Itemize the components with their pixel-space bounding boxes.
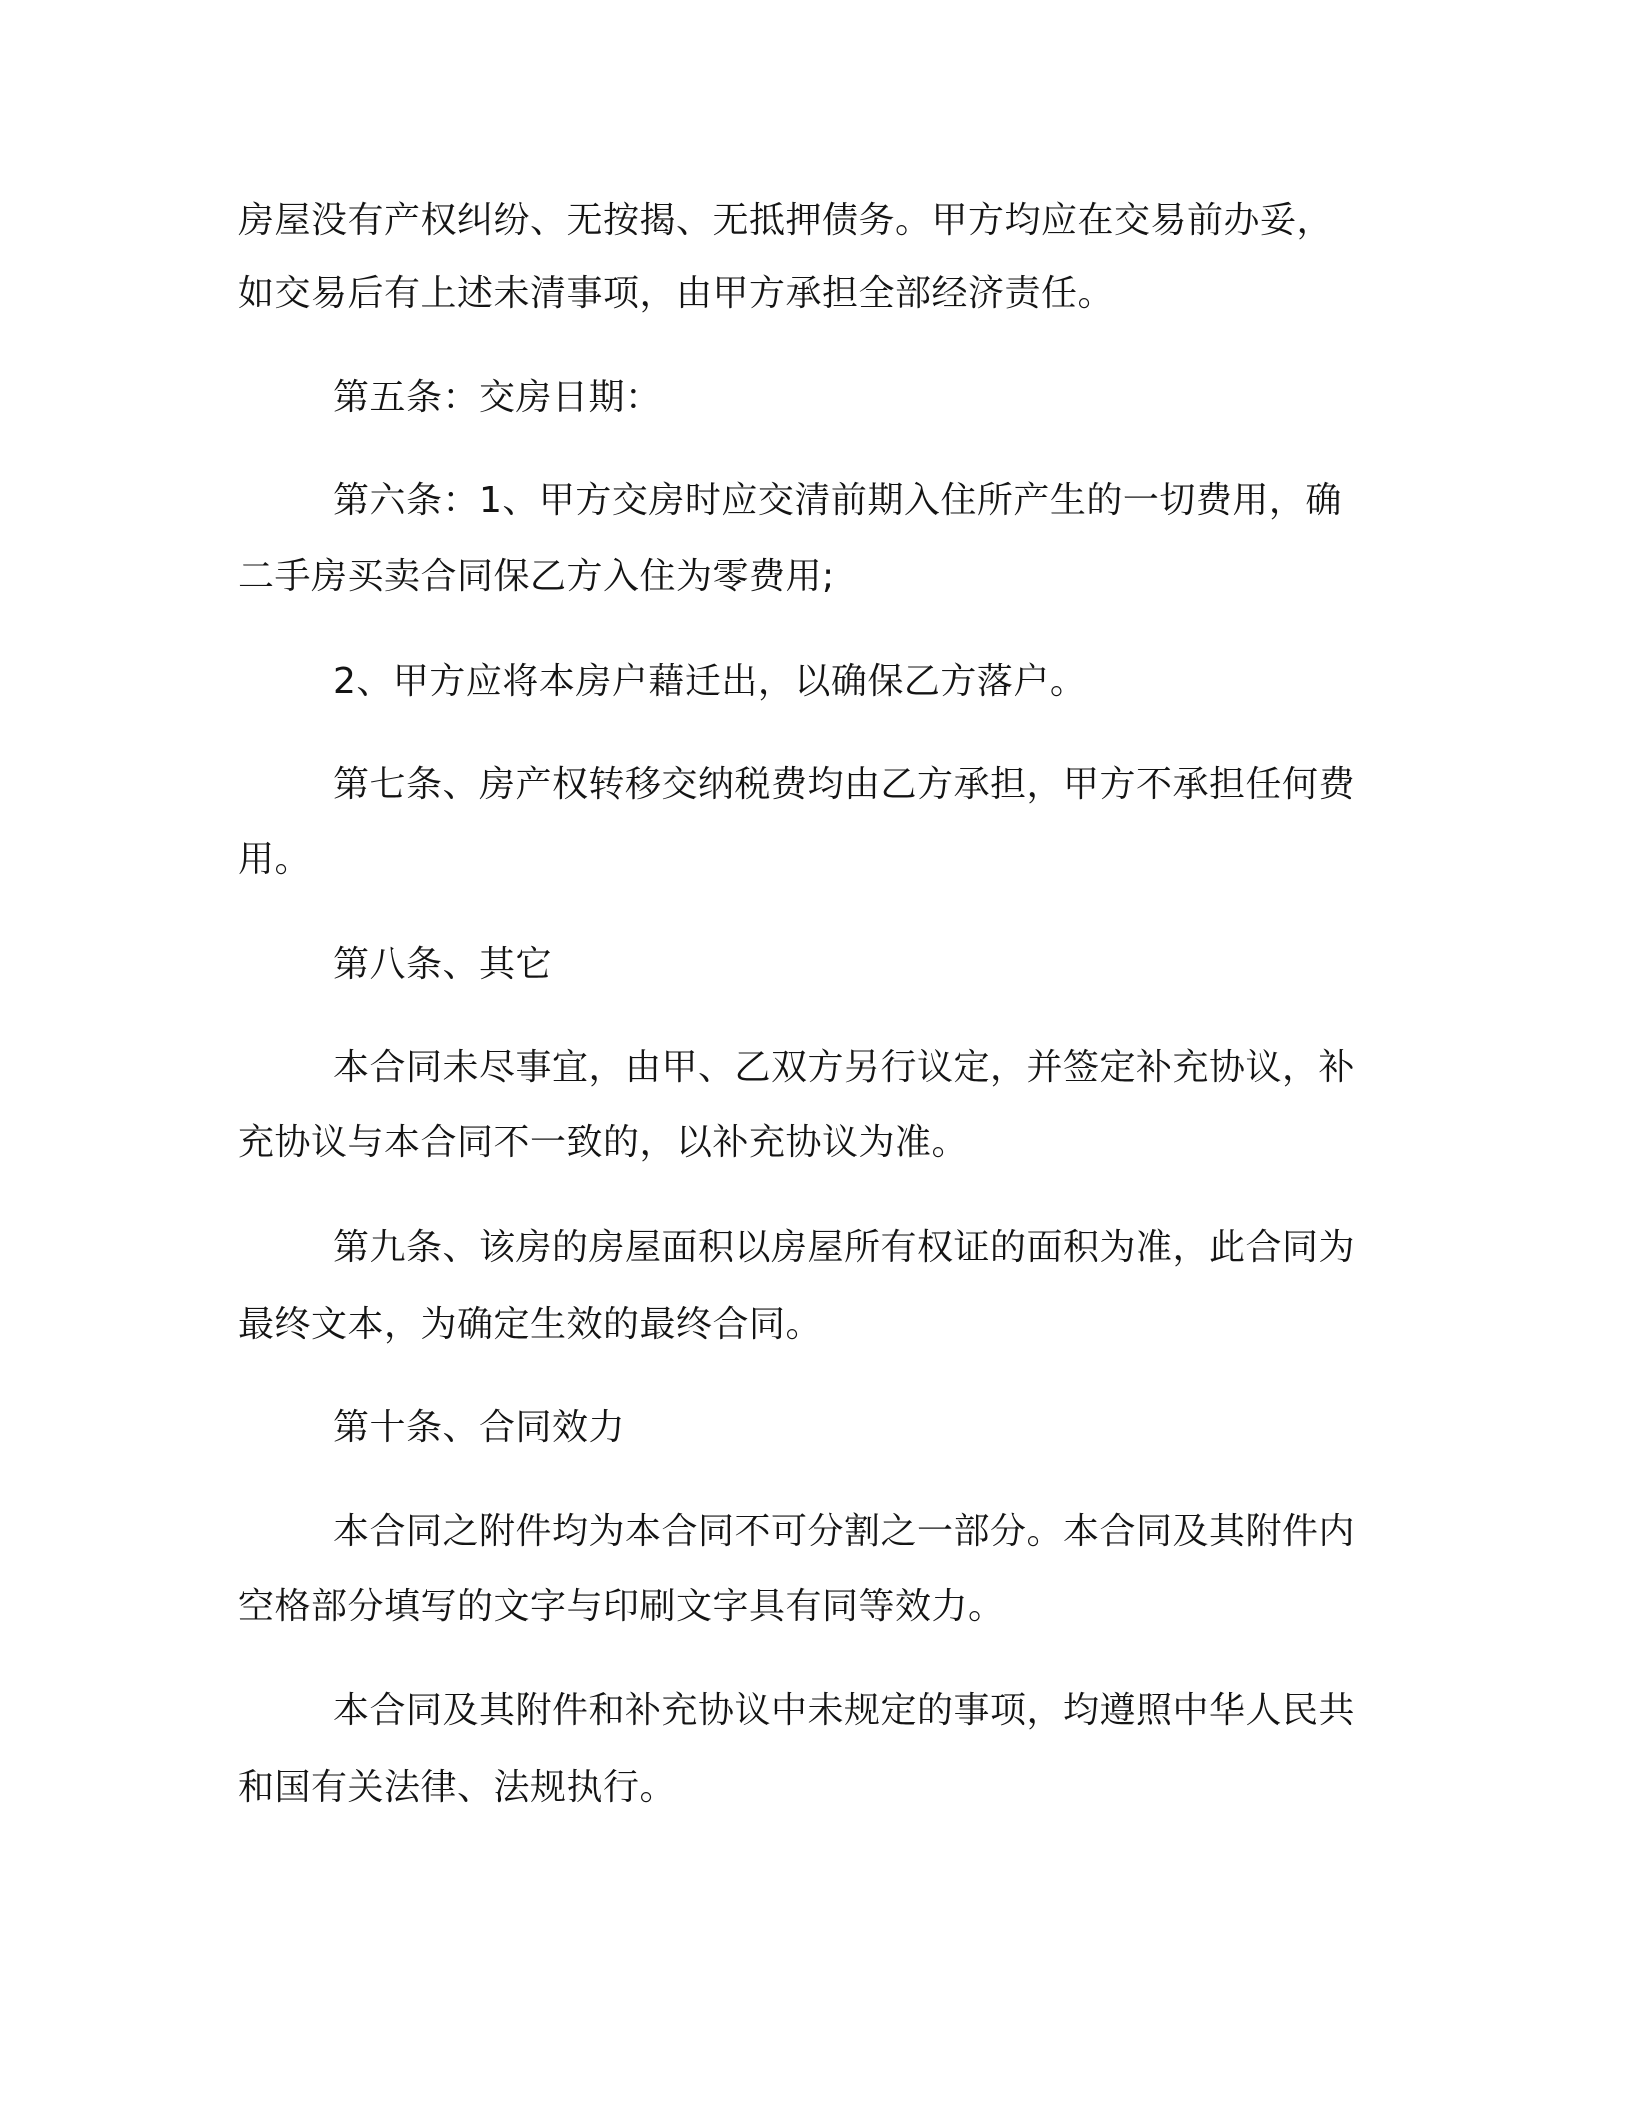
- text-line: 本合同之附件均为本合同不可分割之一部分。本合同及其附件内: [333, 1511, 1356, 1552]
- article-5-heading: 第五条：交房日期：: [333, 377, 662, 418]
- text-line: 和国有关法律、法规执行。: [238, 1767, 677, 1808]
- article-8-heading: 第八条、其它: [333, 944, 553, 985]
- text-line: 充协议与本合同不一致的，以补充协议为准。: [238, 1122, 969, 1163]
- text-line: 最终文本，为确定生效的最终合同。: [238, 1304, 823, 1345]
- text-line: 本合同未尽事宜，由甲、乙双方另行议定，并签定补充协议，补: [333, 1047, 1356, 1088]
- text-line: 空格部分填写的文字与印刷文字具有同等效力。: [238, 1586, 1005, 1627]
- article-9-heading: 第九条、该房的房屋面积以房屋所有权证的面积为准，此合同为: [333, 1227, 1356, 1268]
- text-line: 本合同及其附件和补充协议中未规定的事项，均遵照中华人民共: [333, 1690, 1356, 1731]
- article-10-heading: 第十条、合同效力: [333, 1407, 626, 1448]
- article-7-heading: 第七条、房产权转移交纳税费均由乙方承担，甲方不承担任何费: [333, 764, 1356, 805]
- text-line: 如交易后有上述未清事项，由甲方承担全部经济责任。: [238, 273, 1115, 314]
- text-line: 房屋没有产权纠纷、无按揭、无抵押债务。甲方均应在交易前办妥，: [238, 200, 1334, 241]
- article-6-heading: 第六条：1、甲方交房时应交清前期入住所产生的一切费用，确: [333, 480, 1342, 521]
- text-line: 二手房买卖合同保乙方入住为零费用;: [238, 556, 835, 597]
- text-line: 用。: [238, 839, 312, 880]
- text-line: 2、甲方应将本房户藉迁出，以确保乙方落户。: [333, 661, 1087, 702]
